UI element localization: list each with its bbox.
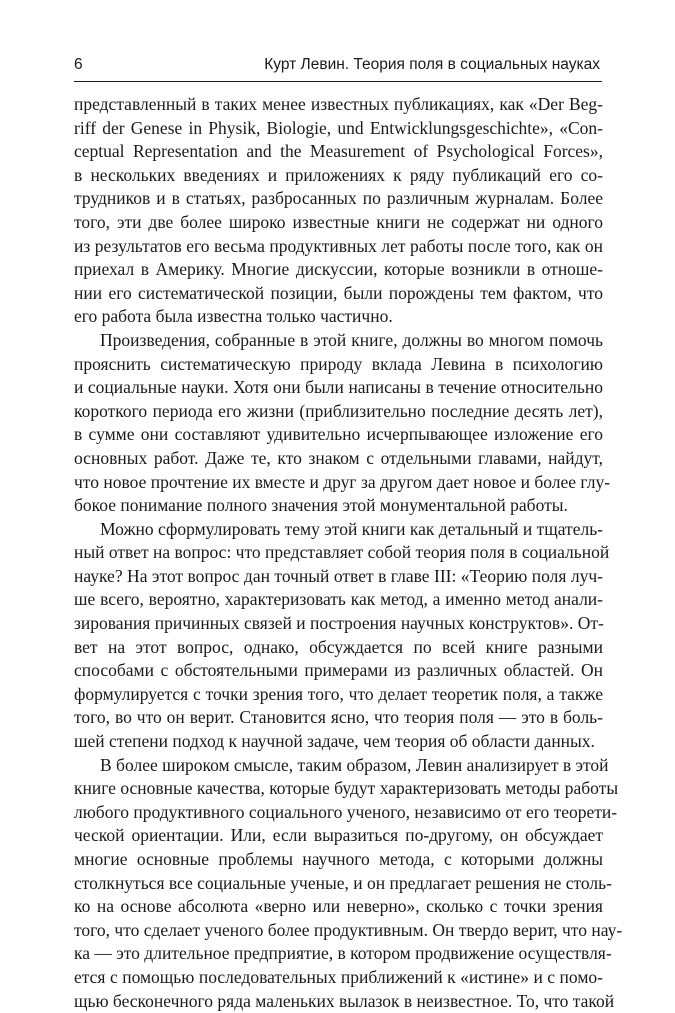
text-line: что новое прочтение их вместе и друг за другом дает новое и более глу- — [74, 471, 611, 492]
text-line: Можно сформулировать тему этой книги как детальный и тщатель- — [100, 518, 603, 539]
text-line: в нескольких введениях и приложениях к ряду публикаций его со- — [74, 164, 603, 185]
text-line: способами с обстоятельными примерами из различных областей. Он — [74, 660, 603, 681]
text-line: многие основные проблемы научного метода, с которыми должны — [74, 849, 603, 869]
running-title: Курт Левин. Теория поля в социальных науках — [264, 56, 600, 73]
header-rule — [74, 81, 602, 82]
text-line: ческой ориентации. Или, если выразиться по-другому, он обсуждает — [74, 825, 603, 846]
text-line: ка — это длительное предприятие, в котором продвижение осуществля- — [74, 943, 612, 964]
text-line: представленный в таких менее известных публикациях, как «Der Beg- — [74, 94, 603, 114]
text-line: науке? На этот вопрос дан точный ответ в главе III: «Теорию поля луч- — [74, 565, 603, 586]
text-line: ше всего, вероятно, характеризовать как метод, а именно метод анали- — [74, 589, 603, 610]
text-line: столкнуться все социальные ученые, и он предлагает решения не столь- — [74, 872, 612, 893]
paragraph — [74, 329, 611, 518]
text-line: ется с помощью последовательных приближений к «истине» и с помо- — [74, 966, 603, 987]
text-line: щью бесконечного ряда маленьких вылазок в неизвестное. То, что такой — [74, 990, 615, 1011]
text-line: основных работ. Даже те, кто знаком с отдельными главами, найдут, — [74, 447, 603, 468]
text-line: riff der Genese in Physik, Biologie, und Entwicklungsgeschichte», «Con- — [74, 117, 603, 138]
text-line: Произведения, собранные в этой книге, должны во многом помочь — [100, 329, 603, 350]
paragraph — [74, 518, 610, 754]
text-line: формулируется с точки зрения того, что делает теоретик поля, а также — [74, 683, 603, 704]
text-line: ко на основе абсолюта «верно или неверно», сколько с точки зрения — [74, 896, 603, 917]
text-line: зирования причинных связей и построения научных конструктов». От- — [74, 613, 604, 634]
text-line: шей степени подход к научной задаче, чем теория об области данных. — [74, 731, 595, 752]
body-text — [74, 93, 623, 1013]
text-line: из результатов его весьма продуктивных лет работы после того, как он — [74, 235, 603, 256]
text-line: его работа была известна только частично. — [74, 306, 393, 327]
text-line: В более широком смысле, таким образом, Левин анализирует в этой — [100, 754, 609, 775]
text-line: бокое понимание полного значения этой монументальной работы. — [74, 495, 568, 516]
paragraph — [74, 93, 603, 329]
text-line: книге основные качества, которые будут характеризовать методы работы — [74, 778, 619, 799]
text-line: того, что сделает ученого более продуктивным. Он твердо верит, что нау- — [74, 919, 623, 940]
text-line: трудников и в статьях, разбросанных по различным журналам. Более — [74, 188, 603, 209]
text-line: короткого периода его жизни (приблизительно последние десять лет), — [74, 400, 603, 421]
text-line: того, во что он верит. Становится ясно, что теория поля — это в боль- — [74, 707, 603, 728]
running-header — [74, 52, 602, 82]
text-line: прояснить систематическую природу вклада Левина в психологию — [74, 353, 603, 374]
text-line: вет на этот вопрос, однако, обсуждается по всей книге разными — [74, 636, 603, 657]
text-line: ный ответ на вопрос: что представляет собой теория поля в социальной — [74, 542, 610, 563]
text-line: в сумме они составляют удивительно исчерпывающее изложение его — [74, 424, 603, 445]
text-line: приехал в Америку. Многие дискуссии, которые возникли в отноше- — [74, 259, 603, 280]
text-line: и социальные науки. Хотя они были написаны в течение относительно — [74, 377, 603, 398]
paragraph — [74, 754, 623, 1013]
text-line: ceptual Representation and the Measurement of Psychological Forces», — [74, 141, 603, 162]
text-line: любого продуктивного социального ученого, независимо от его теорети- — [74, 801, 618, 822]
page-number: 6 — [74, 56, 83, 73]
text-line: того, эти две более широко известные книги не содержат ни одного — [74, 211, 603, 232]
text-line: нии его систематической позиции, были порождены тем фактом, что — [74, 282, 603, 303]
